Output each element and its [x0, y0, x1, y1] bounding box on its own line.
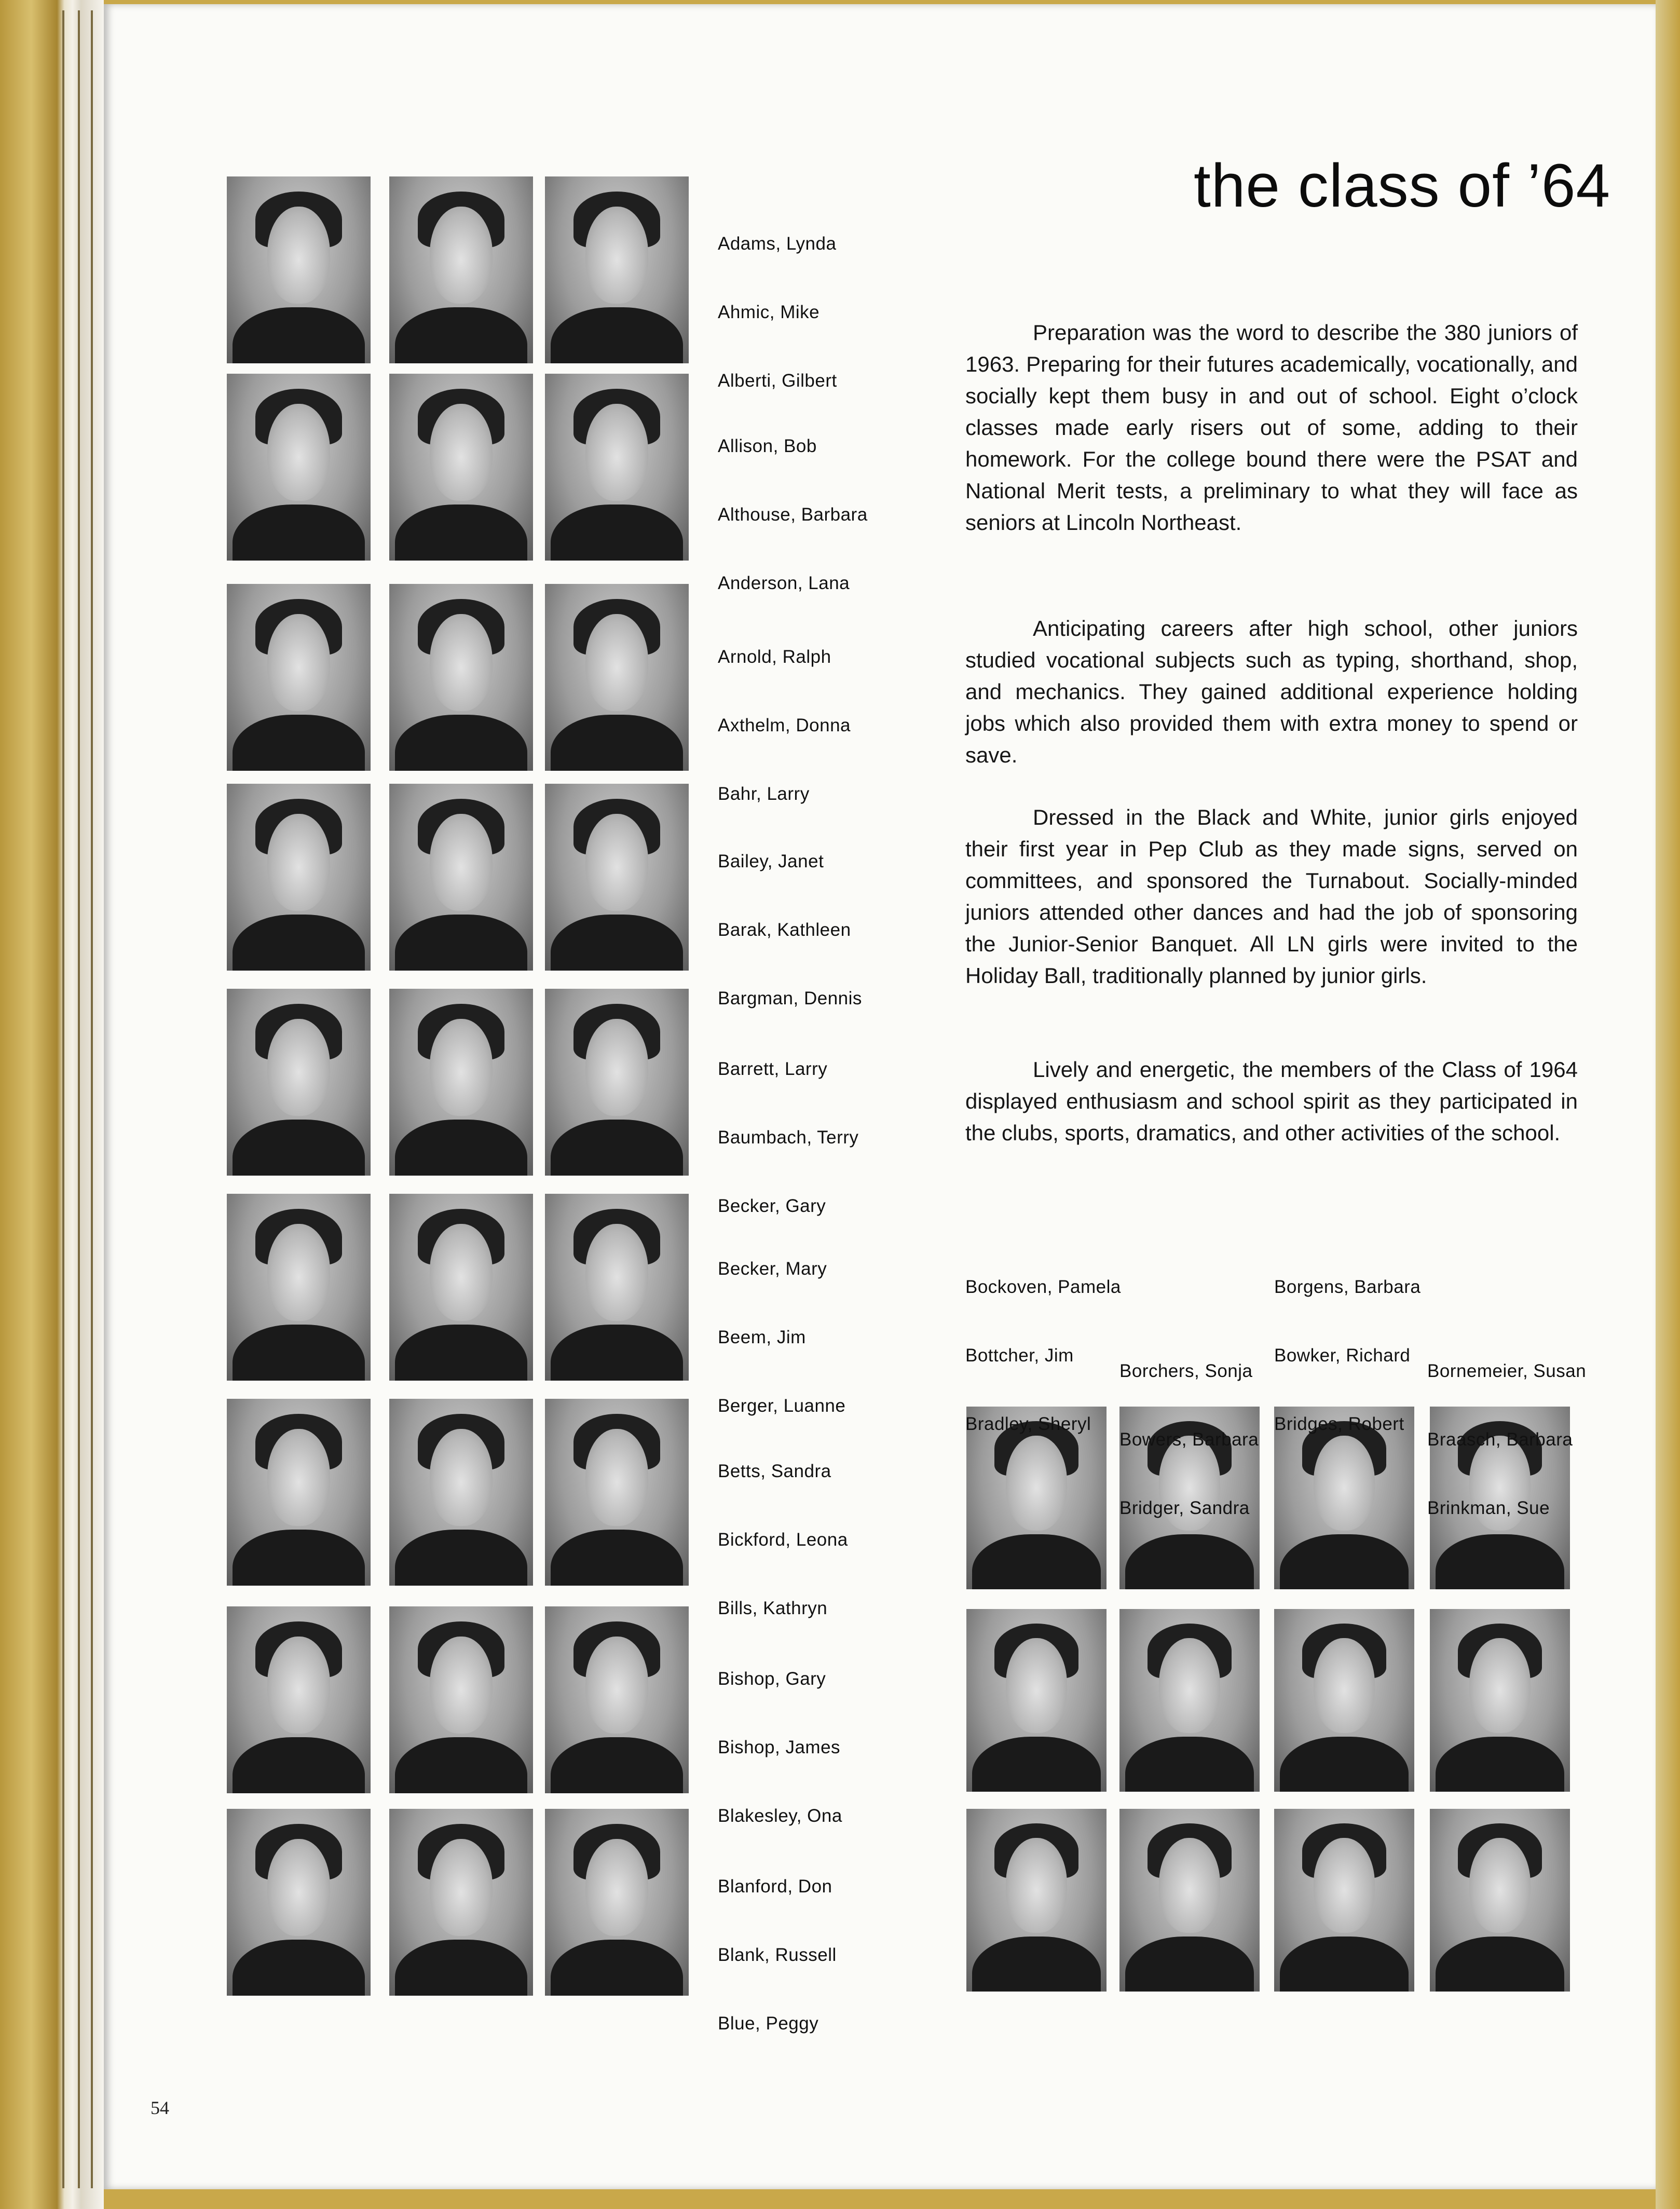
- paragraph-pep-club: Dressed in the Black and White, junior girls enjoyed their first year in Pep Club as they made signs, served on committees, and sponsored the Turnabout. Socially-minded juniors attended other dances and had the job of sponsoring the Junior-Senior Banquet. All LN girls were invited to the Holiday Ball, traditionally planned by junior girls.: [965, 805, 1578, 988]
- student-portrait: [227, 584, 371, 771]
- portrait-head: [267, 1839, 331, 1936]
- student-name: Arnold, Ralph: [718, 647, 831, 667]
- portrait-head: [1314, 1638, 1375, 1733]
- portrait-head: [1006, 1838, 1068, 1933]
- name-block-row-4: [718, 804, 862, 1033]
- name-block-row-9: [718, 1830, 837, 2058]
- student-name: Betts, Sandra: [718, 1461, 831, 1481]
- portrait-head: [585, 1637, 649, 1734]
- student-name: Bahr, Larry: [718, 784, 810, 804]
- portrait-body: [972, 1737, 1101, 1792]
- student-name: Bills, Kathryn: [718, 1598, 828, 1618]
- student-portrait: [389, 784, 533, 971]
- student-portrait: [1274, 1809, 1414, 1992]
- portrait-body: [1436, 1937, 1564, 1992]
- portrait-body: [395, 1737, 527, 1793]
- student-name: Borchers, Sonja: [1119, 1361, 1253, 1381]
- portrait-body: [1125, 1534, 1254, 1589]
- portrait-head: [1159, 1838, 1221, 1933]
- student-portrait: [227, 176, 371, 363]
- portrait-head: [267, 404, 331, 501]
- portrait-head: [430, 1019, 493, 1116]
- portrait-body: [395, 307, 527, 363]
- portrait-body: [551, 1120, 683, 1176]
- student-name: Axthelm, Donna: [718, 715, 851, 735]
- student-name: Brinkman, Sue: [1427, 1498, 1550, 1518]
- portrait-head: [267, 1224, 331, 1321]
- name-block-row-7: [718, 1414, 848, 1643]
- portrait-body: [551, 1325, 683, 1381]
- student-name: Bockoven, Pamela: [965, 1277, 1121, 1297]
- page-number: 54: [151, 2097, 169, 2118]
- paragraph-preparation: Preparation was the word to describe the 380 juniors of 1963. Preparing for their futures academically, vocationally, and socially kept them busy in and out of school. Eight o’clock classes made early risers out of some, adding to their homework. For the college bound there were the PSAT and National Merit tests, a preliminary to what they will face as seniors at Lincoln Northeast.: [965, 320, 1578, 535]
- portrait-head: [267, 1429, 331, 1526]
- student-portrait: [389, 1606, 533, 1793]
- student-name: Bargman, Dennis: [718, 988, 862, 1008]
- portrait-body: [551, 915, 683, 971]
- portrait-head: [267, 207, 331, 304]
- student-portrait: [545, 784, 689, 971]
- student-name: Barrett, Larry: [718, 1059, 828, 1079]
- portrait-head: [585, 207, 649, 304]
- student-portrait: [545, 584, 689, 771]
- student-name: Beem, Jim: [718, 1327, 806, 1347]
- portrait-body: [551, 1940, 683, 1996]
- portrait-body: [551, 1530, 683, 1586]
- portrait-head: [430, 614, 493, 711]
- student-portrait: [389, 584, 533, 771]
- student-portrait: [389, 176, 533, 363]
- student-name: Bornemeier, Susan: [1427, 1361, 1587, 1381]
- portrait-head: [585, 1224, 649, 1321]
- student-name: Anderson, Lana: [718, 573, 850, 593]
- portrait-body: [1280, 1937, 1409, 1992]
- portrait-head: [585, 1839, 649, 1936]
- student-portrait: [1430, 1609, 1570, 1792]
- portrait-body: [395, 1530, 527, 1586]
- student-portrait: [545, 989, 689, 1176]
- portrait-body: [233, 1737, 365, 1793]
- student-name: Blue, Peggy: [718, 2013, 819, 2034]
- student-portrait: [545, 176, 689, 363]
- portrait-head: [267, 614, 331, 711]
- student-name: Ahmic, Mike: [718, 302, 820, 322]
- paragraph-careers: Anticipating careers after high school, other juniors studied vocational subjects such as typing, shorthand, shop, and mechanics. They gained additional experience holding jobs which also provided them with extra money to spend or save.: [965, 616, 1578, 767]
- portrait-body: [551, 1737, 683, 1793]
- student-name: Bottcher, Jim: [965, 1345, 1074, 1366]
- name-block-row-8: [718, 1622, 842, 1850]
- portrait-head: [585, 1019, 649, 1116]
- student-portrait: [1119, 1609, 1260, 1792]
- name-block-col-3: [1274, 1230, 1421, 1458]
- portrait-body: [233, 1530, 365, 1586]
- student-portrait: [1274, 1609, 1414, 1792]
- student-portrait: [227, 1194, 371, 1381]
- student-name: Blanford, Don: [718, 1876, 832, 1897]
- portrait-body: [1125, 1737, 1254, 1792]
- portrait-body: [551, 715, 683, 771]
- student-portrait: [545, 1194, 689, 1381]
- page-title: the class of ’64: [1194, 152, 1611, 220]
- portrait-head: [430, 207, 493, 304]
- student-name: Bradley, Sheryl: [965, 1414, 1091, 1434]
- name-block-row-6: [718, 1212, 845, 1440]
- portrait-head: [430, 814, 493, 911]
- page-edge-line: [91, 10, 93, 2188]
- student-portrait: [389, 1399, 533, 1586]
- name-block-row-2: [718, 389, 868, 618]
- portrait-body: [233, 915, 365, 971]
- portrait-body: [233, 504, 365, 561]
- portrait-body: [233, 715, 365, 771]
- portrait-body: [972, 1534, 1101, 1589]
- student-name: Borgens, Barbara: [1274, 1277, 1421, 1297]
- portrait-head: [267, 1019, 331, 1116]
- portrait-body: [1280, 1737, 1409, 1792]
- page-edge-line: [62, 10, 64, 2188]
- portrait-body: [972, 1937, 1101, 1992]
- student-name: Blank, Russell: [718, 1945, 837, 1965]
- portrait-head: [585, 614, 649, 711]
- portrait-head: [1006, 1638, 1068, 1733]
- student-name: Barak, Kathleen: [718, 920, 851, 940]
- portrait-body: [395, 915, 527, 971]
- portrait-head: [1159, 1638, 1221, 1733]
- student-portrait: [545, 1809, 689, 1996]
- student-name: Bridger, Sandra: [1119, 1498, 1250, 1518]
- portrait-head: [430, 1637, 493, 1734]
- portrait-body: [233, 1325, 365, 1381]
- portrait-head: [430, 1839, 493, 1936]
- student-portrait: [227, 1809, 371, 1996]
- student-name: Berger, Luanne: [718, 1396, 846, 1416]
- portrait-body: [395, 504, 527, 561]
- book-cover-edge: [1656, 0, 1680, 2209]
- portrait-body: [551, 504, 683, 561]
- student-name: Becker, Gary: [718, 1196, 826, 1216]
- student-portrait: [227, 1606, 371, 1793]
- student-name: Braasch, Barbara: [1427, 1429, 1573, 1450]
- student-name: Bailey, Janet: [718, 851, 824, 871]
- portrait-head: [267, 814, 331, 911]
- student-portrait: [966, 1809, 1107, 1992]
- student-portrait: [227, 1399, 371, 1586]
- student-name: Becker, Mary: [718, 1259, 827, 1279]
- portrait-head: [430, 1224, 493, 1321]
- page-edge-line: [78, 10, 80, 2188]
- name-block-col-1: [965, 1230, 1121, 1458]
- student-portrait: [389, 1194, 533, 1381]
- portrait-body: [395, 1325, 527, 1381]
- portrait-body: [395, 1940, 527, 1996]
- portrait-head: [585, 404, 649, 501]
- portrait-body: [1125, 1937, 1254, 1992]
- student-name: Blakesley, Ona: [718, 1806, 842, 1826]
- student-portrait: [545, 1399, 689, 1586]
- portrait-head: [430, 1429, 493, 1526]
- portrait-head: [267, 1637, 331, 1734]
- student-name: Baumbach, Terry: [718, 1127, 859, 1148]
- student-portrait: [1119, 1809, 1260, 1992]
- student-portrait: [545, 1606, 689, 1793]
- student-portrait: [966, 1609, 1107, 1792]
- portrait-body: [551, 307, 683, 363]
- portrait-body: [395, 1120, 527, 1176]
- student-portrait: [1430, 1809, 1570, 1992]
- portrait-body: [233, 1940, 365, 1996]
- student-name: Bishop, Gary: [718, 1669, 826, 1689]
- name-block-col-2: [1119, 1314, 1259, 1543]
- name-block-row-3: [718, 600, 851, 828]
- student-portrait: [389, 374, 533, 561]
- portrait-head: [430, 404, 493, 501]
- portrait-head: [1469, 1838, 1531, 1933]
- name-block-row-1: [718, 187, 837, 415]
- student-portrait: [389, 1809, 533, 1996]
- student-portrait: [227, 784, 371, 971]
- portrait-head: [585, 814, 649, 911]
- portrait-head: [585, 1429, 649, 1526]
- name-block-row-5: [718, 1012, 858, 1240]
- student-name: Bickford, Leona: [718, 1530, 848, 1550]
- student-portrait: [545, 374, 689, 561]
- student-name: Allison, Bob: [718, 436, 817, 456]
- student-name: Adams, Lynda: [718, 234, 837, 254]
- student-name: Bowker, Richard: [1274, 1345, 1411, 1366]
- portrait-body: [1436, 1737, 1564, 1792]
- portrait-body: [1436, 1534, 1564, 1589]
- student-portrait: [227, 989, 371, 1176]
- portrait-body: [233, 1120, 365, 1176]
- student-portrait: [227, 374, 371, 561]
- portrait-body: [233, 307, 365, 363]
- book-spine-edge: [0, 0, 104, 2209]
- student-portrait: [389, 989, 533, 1176]
- paragraph-lively: Lively and energetic, the members of the Class of 1964 displayed enthusiasm and school spirit as they participated in the clubs, sports, dramatics, and other activities of the school.: [965, 1057, 1578, 1145]
- student-name: Althouse, Barbara: [718, 504, 868, 525]
- portrait-head: [1314, 1838, 1375, 1933]
- portrait-head: [1469, 1638, 1531, 1733]
- student-name: Bridges, Robert: [1274, 1414, 1404, 1434]
- student-name: Bowers, Barbara: [1119, 1429, 1259, 1450]
- portrait-body: [1280, 1534, 1409, 1589]
- student-name: Alberti, Gilbert: [718, 371, 837, 391]
- name-block-col-4: [1427, 1314, 1586, 1543]
- student-name: Bishop, James: [718, 1737, 841, 1757]
- portrait-body: [395, 715, 527, 771]
